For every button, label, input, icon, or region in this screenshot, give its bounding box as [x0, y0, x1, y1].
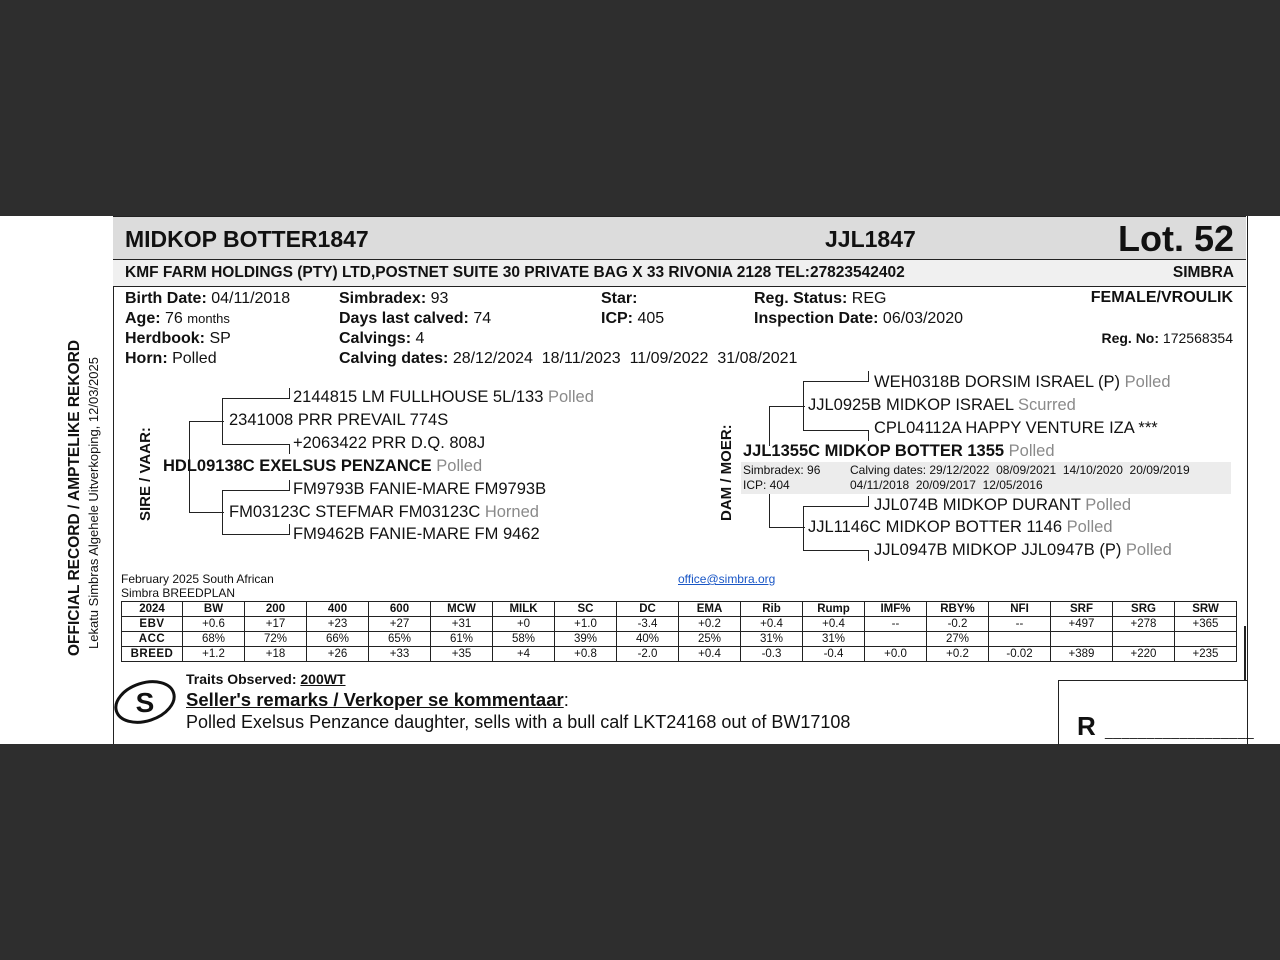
price-line[interactable]: __________________	[1105, 723, 1255, 739]
calving-dates-label: Calving dates:	[339, 350, 449, 367]
ebv-cell: +220	[1113, 647, 1175, 662]
ebv-cell	[865, 632, 927, 647]
official-record-label: OFFICIAL RECORD / AMPTELIKE REKORD	[66, 339, 83, 656]
ebv-cell: +0.2	[927, 647, 989, 662]
ebv-cell: 65%	[369, 632, 431, 647]
ebv-header-cell: NFI	[989, 602, 1051, 617]
sex-label: FEMALE/VROULIK	[1090, 289, 1233, 306]
ebv-cell: -2.0	[617, 647, 679, 662]
ebv-header-cell: SRW	[1175, 602, 1237, 617]
ebv-cell: +235	[1175, 647, 1237, 662]
ebv-cell: +0.4	[679, 647, 741, 662]
ebv-cell: +497	[1051, 617, 1113, 632]
traits-observed: Traits Observed: 200WT	[186, 671, 346, 687]
reg-no-value: 172568354	[1162, 330, 1233, 346]
reg-no	[1101, 330, 1233, 346]
svg-text:S: S	[135, 687, 155, 718]
ebv-cell: +26	[307, 647, 369, 662]
age: 76	[165, 310, 183, 327]
ebv-cell: +0.0	[865, 647, 927, 662]
header-bar	[113, 216, 1246, 260]
remarks-title: Seller's remarks / Verkoper se kommentaar:	[186, 689, 569, 710]
ebv-header-cell: MILK	[493, 602, 555, 617]
ebv-cell: 25%	[679, 632, 741, 647]
ebv-cell: +0.4	[741, 617, 803, 632]
ebv-header-cell: MCW	[431, 602, 493, 617]
ebv-header-cell: 2024	[122, 602, 183, 617]
ebv-cell: 31%	[741, 632, 803, 647]
dam-sire-sire: WEH0318B DORSIM ISRAEL (P) Polled	[874, 373, 1171, 391]
simbradex: 93	[430, 290, 449, 307]
dam-simbradex: Simbradex: 96	[743, 463, 821, 477]
ebv-cell: 68%	[183, 632, 245, 647]
ebv-header-cell: EMA	[679, 602, 741, 617]
ebv-row	[122, 647, 1237, 662]
reg-no-label: Reg. No:	[1101, 330, 1160, 346]
animal-name: MIDKOP BOTTER1847	[125, 226, 369, 252]
reg-status-label: Reg. Status:	[754, 290, 848, 307]
ebv-cell: +0	[493, 617, 555, 632]
dam-dam-dam: JJL0947B MIDKOP JJL0947B (P) Polled	[874, 541, 1172, 559]
icp-label: ICP:	[601, 310, 633, 327]
ebv-header-cell: IMF%	[865, 602, 927, 617]
ebv-cell: -0.02	[989, 647, 1051, 662]
ebv-cell: -0.2	[927, 617, 989, 632]
details-col-1	[125, 289, 290, 369]
simbradex-label: Simbradex:	[339, 290, 427, 307]
ebv-cell: +35	[431, 647, 493, 662]
ebv-cell: +365	[1175, 617, 1237, 632]
ebv-header-cell: RBY%	[927, 602, 989, 617]
animal-id: JJL1847	[825, 226, 916, 252]
age-label: Age:	[125, 310, 161, 327]
details-col-4	[754, 289, 963, 329]
ebv-cell: +31	[431, 617, 493, 632]
calvings-label: Calvings:	[339, 330, 412, 347]
calving-dates: 28/12/2024 18/11/2023 11/09/2022 31/08/2021	[452, 350, 798, 367]
ebv-header-cell: 600	[369, 602, 431, 617]
ebv-cell: 72%	[245, 632, 307, 647]
simbra-logo	[113, 679, 177, 725]
dam-dam: JJL1146C MIDKOP BOTTER 1146 Polled	[808, 518, 1113, 536]
lot-number: Lot. 52	[1117, 218, 1234, 259]
ebv-cell	[989, 632, 1051, 647]
ebv-cell: 40%	[617, 632, 679, 647]
ebv-cell	[1051, 632, 1113, 647]
remarks-text: Polled Exelsus Penzance daughter, sells with a bull calf LKT24168 out of BW17108	[186, 712, 851, 732]
ebv-cell: --	[865, 617, 927, 632]
ebv-cell: 27%	[927, 632, 989, 647]
ebv-cell: +0.4	[803, 617, 865, 632]
breed-name: SIMBRA	[1172, 264, 1234, 281]
dam-label: DAM / MOER:	[718, 424, 735, 521]
ebv-cell: +1.0	[555, 617, 617, 632]
inspection-date-label: Inspection Date:	[754, 310, 879, 327]
ebv-header-cell: Rib	[741, 602, 803, 617]
dam-calving-dates-1: Calving dates: 29/12/2022 08/09/2021 14/10/2020 20/09/2019	[850, 463, 1190, 477]
ebv-cell: +33	[369, 647, 431, 662]
ebv-cell: +0.2	[679, 617, 741, 632]
ebv-cell: +4	[493, 647, 555, 662]
sire-dam-dam: FM9462B FANIE-MARE FM 9462	[293, 525, 540, 543]
dam-dam-sire: JJL074B MIDKOP DURANT Polled	[874, 496, 1132, 514]
ebv-row-header: ACC	[122, 632, 183, 647]
birth-date-label: Birth Date:	[125, 290, 207, 307]
details-col-3	[601, 289, 664, 329]
ebv-cell: -0.3	[741, 647, 803, 662]
horn-label: Horn:	[125, 350, 168, 367]
ebv-header-cell: SRG	[1113, 602, 1175, 617]
breedplan-line-1: February 2025 South African	[121, 572, 274, 586]
ebv-header-cell: SRF	[1051, 602, 1113, 617]
herdbook: SP	[209, 330, 231, 347]
calvings: 4	[415, 330, 425, 347]
dam-sire-dam: CPL04112A HAPPY VENTURE IZA ***	[874, 419, 1158, 437]
days-last-calved-label: Days last calved:	[339, 310, 469, 327]
ebv-cell: +0.6	[183, 617, 245, 632]
ebv-cell: +389	[1051, 647, 1113, 662]
star-label: Star:	[601, 290, 638, 307]
sire-dam-sire: FM9793B FANIE-MARE FM9793B	[293, 480, 547, 498]
reg-status: REG	[851, 290, 887, 307]
ebv-cell: 31%	[803, 632, 865, 647]
sire-label: SIRE / VAAR:	[137, 427, 154, 521]
ebv-header-cell: DC	[617, 602, 679, 617]
dam-info-box	[741, 462, 1231, 494]
ebv-cell: 58%	[493, 632, 555, 647]
owner-details: KMF FARM HOLDINGS (PTY) LTD,POSTNET SUITE 30 PRIVATE BAG X 33 RIVONIA 2128 TEL:27823542402	[125, 264, 905, 281]
ebv-cell: 39%	[555, 632, 617, 647]
inspection-date: 06/03/2020	[882, 310, 963, 327]
ebv-row	[122, 617, 1237, 632]
sire-sire-sire: 2144815 LM FULLHOUSE 5L/133 Polled	[293, 388, 594, 406]
sale-name-label: Lekatu Simbras Algehele Uitverkoping, 12/03/2025	[86, 357, 101, 649]
ebv-cell: 66%	[307, 632, 369, 647]
ebv-row-header: EBV	[122, 617, 183, 632]
simbra-logo-icon	[113, 679, 177, 725]
owner-bar	[113, 260, 1246, 287]
ebv-header-cell: BW	[183, 602, 245, 617]
dam-sire: JJL0925B MIDKOP ISRAEL Scurred	[808, 396, 1076, 414]
ebv-cell: +1.2	[183, 647, 245, 662]
ebv-cell: +278	[1113, 617, 1175, 632]
ebv-cell: +0.8	[555, 647, 617, 662]
ebv-cell: 61%	[431, 632, 493, 647]
dam-main: JJL1355C MIDKOP BOTTER 1355 Polled	[743, 442, 1055, 460]
email-link[interactable]: office@simbra.org	[678, 572, 776, 586]
sire-sire-dam: +2063422 PRR D.Q. 808J	[293, 434, 486, 452]
birth-date: 04/11/2018	[211, 290, 291, 307]
details-col-2	[339, 289, 797, 369]
days-last-calved: 74	[473, 310, 492, 327]
breedplan-line-2: Simbra BREEDPLAN	[121, 586, 236, 600]
ebv-header-cell: 200	[245, 602, 307, 617]
ebv-cell	[1113, 632, 1175, 647]
ebv-header-cell: SC	[555, 602, 617, 617]
ebv-cell: +23	[307, 617, 369, 632]
ebv-header-cell: Rump	[803, 602, 865, 617]
sire-dam: FM03123C STEFMAR FM03123C Horned	[229, 503, 539, 521]
horn: Polled	[172, 350, 217, 367]
age-unit: months	[187, 311, 230, 326]
ebv-header-cell: 400	[307, 602, 369, 617]
dam-icp: ICP: 404	[743, 478, 790, 492]
ebv-row	[122, 632, 1237, 647]
ebv-row-header: BREED	[122, 647, 183, 662]
ebv-cell: +18	[245, 647, 307, 662]
ebv-cell	[1175, 632, 1237, 647]
icp: 405	[637, 310, 665, 327]
dam-calving-dates-2: 04/11/2018 20/09/2017 12/05/2016	[850, 478, 1043, 492]
ebv-cell: +17	[245, 617, 307, 632]
sire-sire: 2341008 PRR PREVAIL 774S	[229, 411, 449, 429]
price-box	[1058, 680, 1255, 745]
breedplan-title	[121, 572, 274, 600]
ebv-cell: -3.4	[617, 617, 679, 632]
ebv-table	[121, 601, 1237, 662]
herdbook-label: Herdbook:	[125, 330, 205, 347]
sale-record-sheet	[0, 216, 1280, 744]
ebv-cell: --	[989, 617, 1051, 632]
price-currency: R	[1077, 711, 1096, 741]
sire-main: HDL09138C EXELSUS PENZANCE Polled	[163, 457, 483, 475]
ebv-cell: +27	[369, 617, 431, 632]
ebv-cell: -0.4	[803, 647, 865, 662]
